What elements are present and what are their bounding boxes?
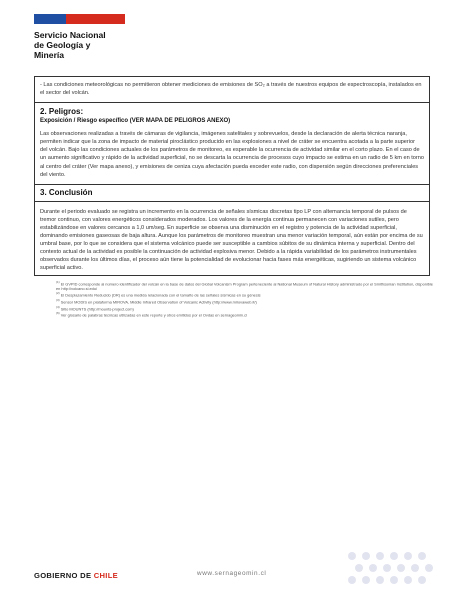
footnotes <box>34 276 436 318</box>
footnote-mark: (2) <box>56 291 60 296</box>
gob-prefix: GOBIERNO DE <box>34 571 94 580</box>
org-line-1: Servicio Nacional <box>34 30 106 40</box>
gobierno-de-chile-logo <box>34 571 118 580</box>
footnote-text: Sitio MOUNTS (http://mounts-project.com) <box>60 305 134 311</box>
organization-name <box>34 30 106 60</box>
gob-chile: CHILE <box>93 571 118 580</box>
hazards-title: 2. Peligros: <box>40 107 84 117</box>
footnote <box>56 305 436 312</box>
flag-stripe-logo <box>34 14 125 24</box>
decorative-dot-pattern <box>340 542 440 590</box>
hazards-subtitle: Exposición / Riesgo específico (VER MAPA DE PELIGROS ANEXO) <box>40 118 231 125</box>
footnote <box>56 280 436 292</box>
org-line-2: de Geología y <box>34 40 91 50</box>
footnote-mark: (3) <box>56 297 60 302</box>
flag-stripe-red <box>66 14 125 24</box>
org-line-3: Minería <box>34 50 65 60</box>
footnote-text: El Desplazamiento Reducido (DR) es una medida relacionada con el tamaño de las señales sísmicas en su génesis <box>60 292 261 298</box>
footnote <box>56 291 436 298</box>
footnote <box>56 298 436 305</box>
intro-text: - Las condiciones meteorológicas no permitieron obtener mediciones de emisiones de SO₂ a través de nuestros equipos de espectroscopía, instalados en el sector del volcán. <box>40 82 422 97</box>
footnote-mark: (6) <box>56 311 60 316</box>
footnote-text: Sensor MODIS en plataforma MIROVA, Middle Infrared Observation of Volcanic Activity (http://www.mirovaweb.it/) <box>60 299 257 305</box>
hazards-section <box>35 102 429 184</box>
footnote <box>56 311 436 318</box>
report-table <box>34 76 430 276</box>
flag-stripe-blue <box>34 14 66 24</box>
footnote-text: Ver glosario de palabras técnicas utilizadas en este reporte y otros emitidos por el Ovdas en sernageomin.cl <box>60 312 247 318</box>
footnote-mark: (1) <box>56 279 60 284</box>
intro-row <box>35 77 429 102</box>
report-content <box>34 76 433 318</box>
website-link[interactable]: www.sernageomin.cl <box>197 570 267 577</box>
conclusion-title-row <box>35 184 429 202</box>
conclusion-title: 3. Conclusión <box>40 187 93 197</box>
conclusion-text: Durante el periodo evaluado se registra un incremento en la ocurrencia de señales sísmicas discretas tipo LP con altemancia temporal de pulsos de tremor continuo, con valores energéticos considerados moderados. Los valores de la energía continua permanecen con variaciones sutiles, pero estabilizándose en valores cercanos a 1,0 um/seg. En superficie se observa una disminución en el registro y potencia de la actividad superficial, dominando emisiones gaseosas de baja altura. Aunque los parámetros de monitoreo muestran una menor variación temporal, aún están por encima de su umbral base, por lo que se considera que el sistema volcánico puede ser susceptible a cambios súbitos de su dinámica interna y superficial. Dentro del contexto actual de la actividad es posible la continuación de actividad explosiva menor. Debido a la rápida variabilidad de los parámetros instrumentales observados durante los últimos días, el proceso aún tiene la potencialidad de evolucionar hacia fases más energéticas, sugiriendo un sistema volcánico superficial activo. <box>40 208 423 272</box>
hazards-text: Las observaciones realizadas a través de cámaras de vigilancia, imágenes satelitales y sobrevuelos, desde la declaración de alerta técnica naranja, permiten indicar que la zona de impacto de material piroclástico producido en las explosiones a nivel de cráter se encuentra acotada a la parte superior del volcán. Bajo las condiciones actuales de los parámetros de monitoreo, es esperable la ocurrencia de actividad similar en el corto plazo. En el caso de un aumento significativo y rápido de la actividad superficial, no se descarta la ocurrencia de procesos cuyo impacto se estima en un radio de 5 km en torno al centro del cráter (Ver mapa anexo), y emisiones de ceniza cuya afectación pueda exceder este radio, con dispersión según direcciones preferenciales del viento. <box>40 131 425 178</box>
footnote-mark: (4) <box>56 304 60 309</box>
footnote-text: El GVPID corresponde al número identificador del volcán en la base de datos del Global Volcanism Program perteneciente al National Museum of Natural History administrado por el Smithsonian Institution, disponible en http://volcano.si.edu/ <box>56 280 433 292</box>
conclusion-body <box>35 202 429 275</box>
